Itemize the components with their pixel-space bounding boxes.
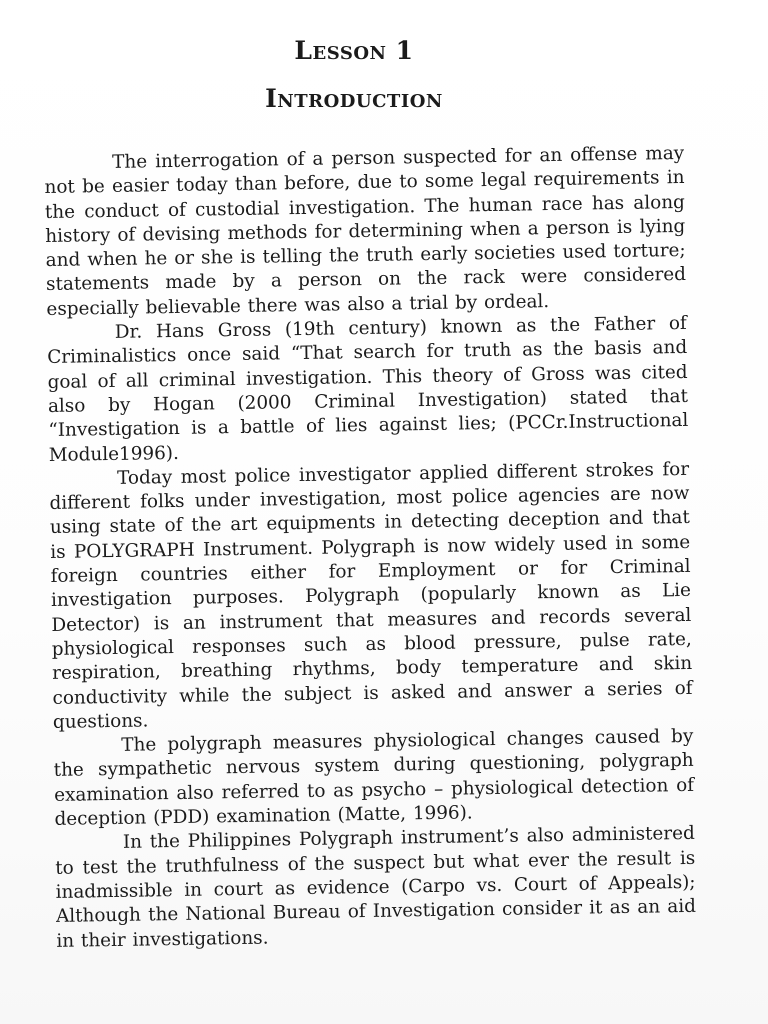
lesson-title-heading: Introduction xyxy=(265,84,443,113)
body-text xyxy=(44,142,697,954)
paragraph-hans-gross: Dr. Hans Gross (19th century) known as the Father of Criminalistics once said “That search for truth as the basis and goal of all criminal investigation. This theory of Gross was cited also by Hogan (2000 Criminal Investigation) stated that “Investigation is a battle of lies against lies; (PCCr.Instructional Module1996). xyxy=(47,313,689,466)
lesson-number-heading: Lesson 1 xyxy=(294,36,414,65)
paragraph-interrogation: The interrogation of a person suspected for an offense may not be easier today than before, due to some legal requirements in the conduct of custodial investigation. The human race has along history of devising methods for determining when a person is lying and when he or she is telling the truth early societies used torture; statements made by a person on the rack were considered especially believable there was also a trial by ordeal. xyxy=(44,142,687,320)
paragraph-polygraph-instrument: Today most police investigator applied different strokes for different folks under investigation, most police agencies are now using state of the art equipments in detecting deception and that is POLYGRAPH Instrument. Polygraph is now widely used in some foreign countries either for Employment or for Criminal investigation purposes. Polygraph (popularly known as Lie Detector) is an instrument that measures and records several physiological responses such as blood pressure, pulse rate, respiration, breathing rhythms, body temperature and skin conductivity while the subject is asked and answer a series of questions. xyxy=(49,458,693,733)
paragraph-physiological-changes: The polygraph measures physiological changes caused by the sympathetic nervous system during questioning, polygraph examination also referred to as psycho – physiological detection of deception (PDD) examination (Matte, 1996). xyxy=(53,726,695,830)
paragraph-philippines: In the Philippines Polygraph instrument’s also administered to test the truthfulness of the suspect but what ever the result is inadmissible in court as evidence (Carpo vs. Court of Appeals); Although the National Bureau of Investigation consider it as an aid in their investigations. xyxy=(55,823,697,952)
